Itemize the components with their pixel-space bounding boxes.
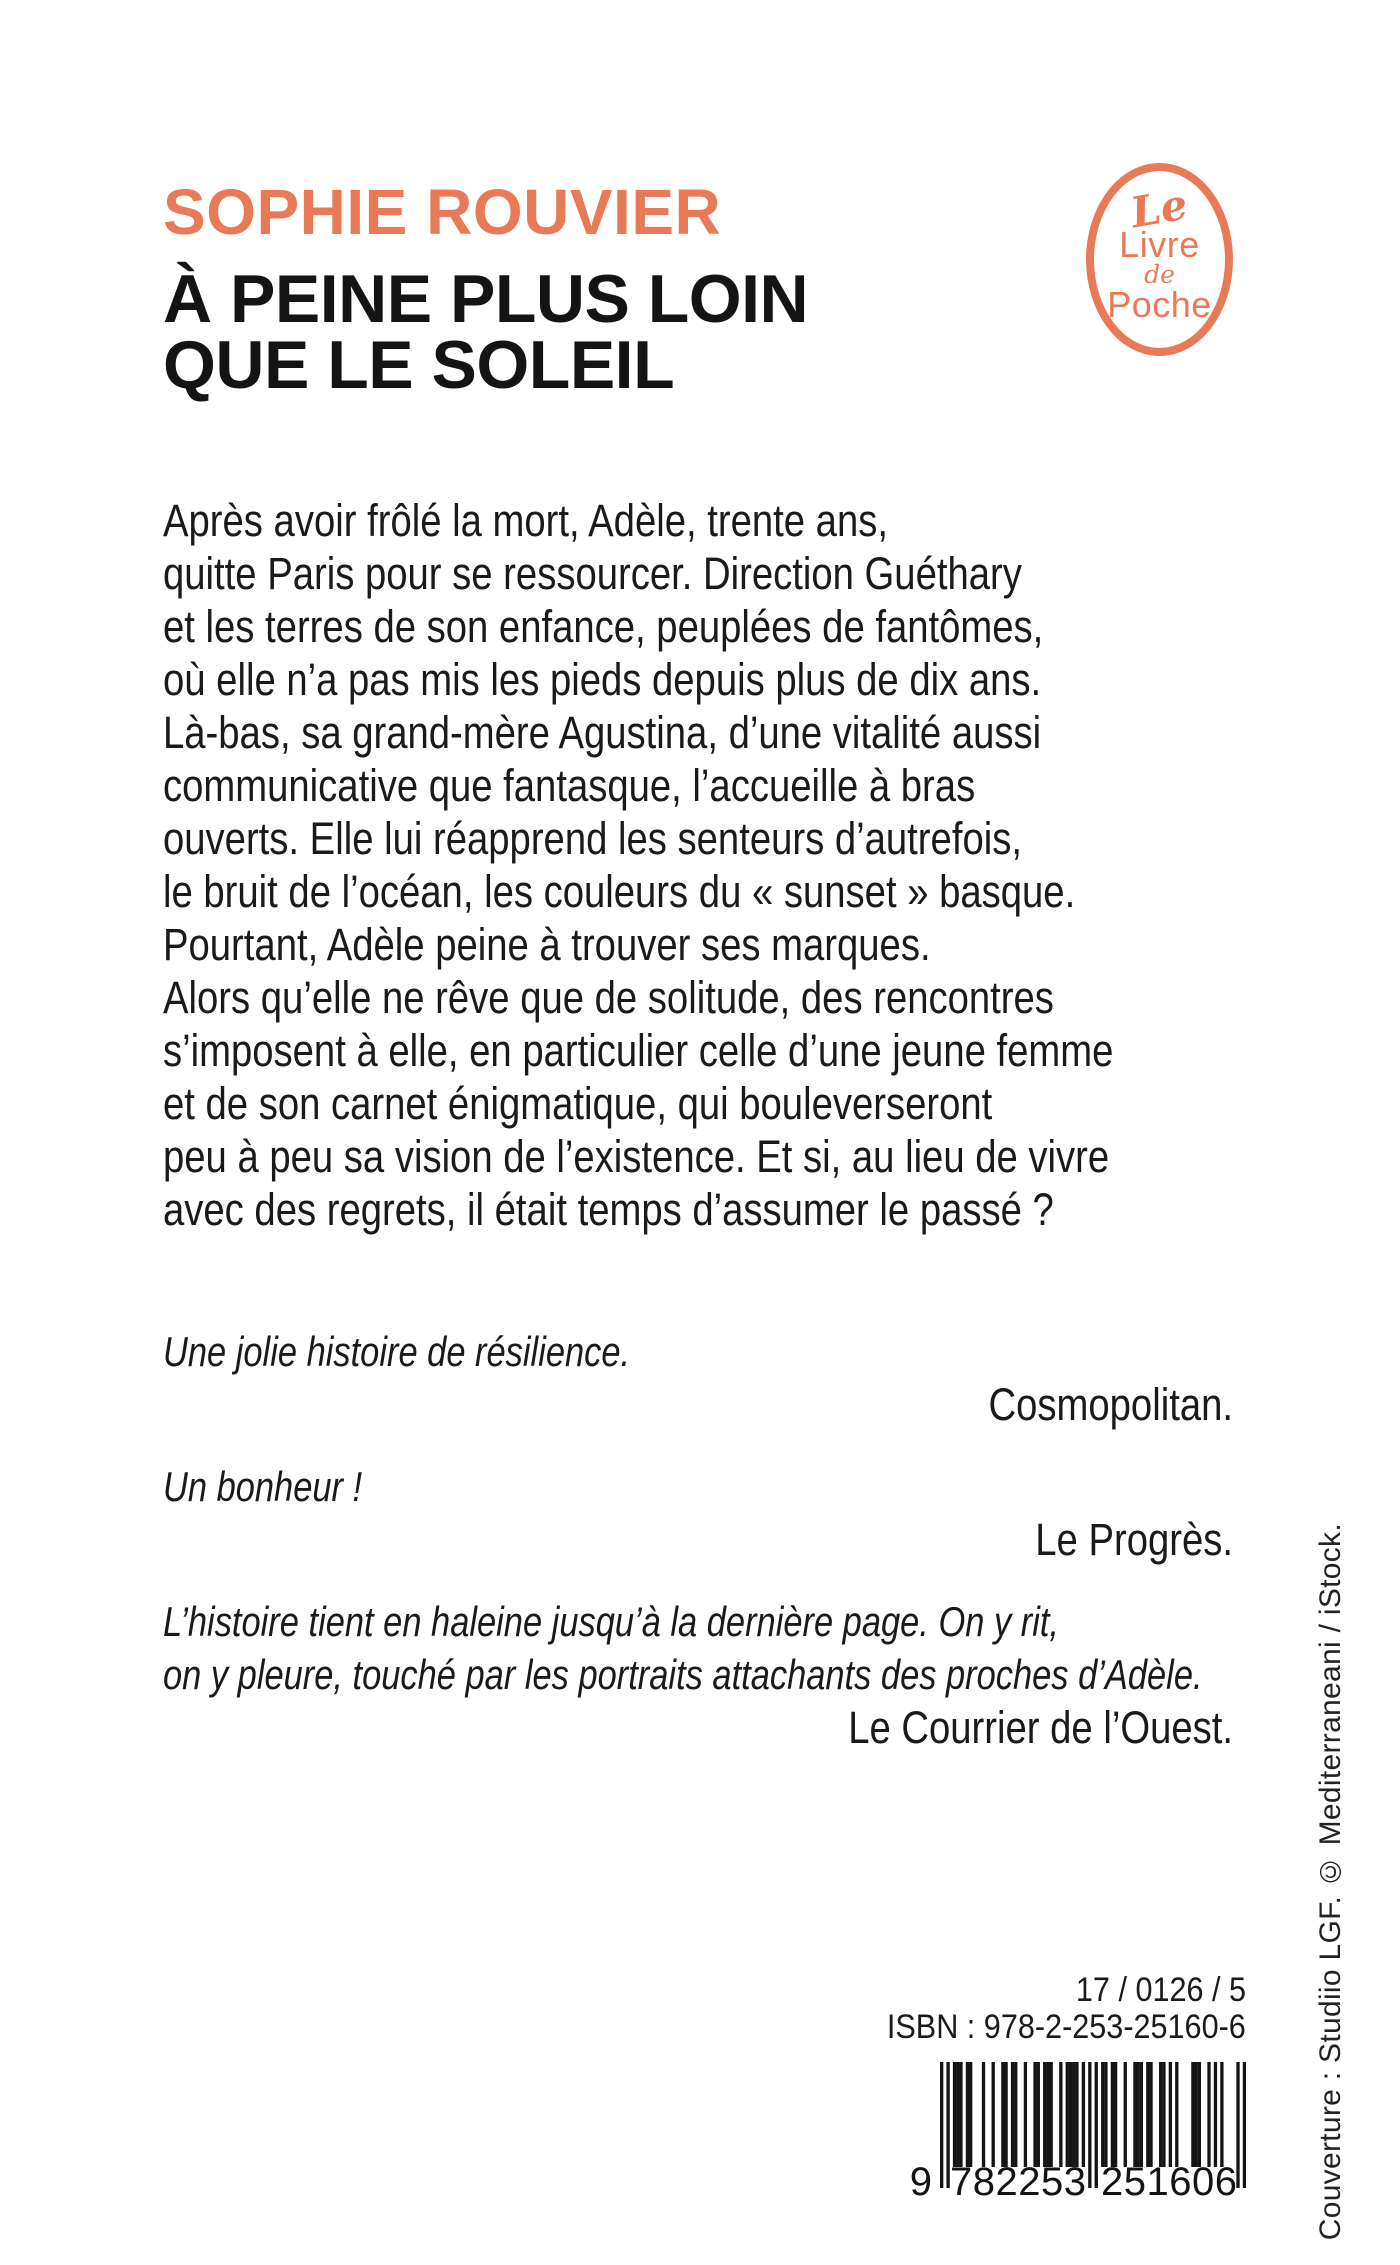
publisher-logo-poche: Poche xyxy=(1107,283,1212,325)
synopsis-line: et de son carnet énigmatique, qui bouleverseront xyxy=(163,1078,993,1129)
publisher-logo xyxy=(1086,163,1233,356)
book-title xyxy=(163,261,809,403)
press-quote xyxy=(163,1460,1233,1566)
quote-text-line: L’histoire tient en haleine jusqu’à la dernière page. On y rit, xyxy=(163,1598,1060,1645)
press-quote xyxy=(163,1595,1233,1754)
quote-source: Le Progrès. xyxy=(1035,1514,1233,1565)
synopsis-line: et les terres de son enfance, peuplées de fantômes, xyxy=(163,601,1044,652)
press-quotes xyxy=(163,1325,1233,1783)
book-title-line-1: À PEINE PLUS LOIN xyxy=(163,261,809,337)
cover-credit: Couverture : Studiio LGF. © Mediterraneani / iStock. xyxy=(1314,1522,1347,2240)
synopsis-line: Là-bas, sa grand-mère Agustina, d’une vitalité aussi xyxy=(163,707,1042,758)
publisher-logo-le: Le xyxy=(1127,178,1192,238)
barcode-digits-left-group: 782253 xyxy=(950,2160,1087,2204)
synopsis-line: avec des regrets, il était temps d’assumer le passé ? xyxy=(163,1184,1054,1235)
synopsis-line: s’imposent à elle, en particulier celle d’une jeune femme xyxy=(163,1025,1114,1076)
synopsis-line: ouverts. Elle lui réapprend les senteurs d’autrefois, xyxy=(163,813,1022,864)
synopsis-line: peu à peu sa vision de l’existence. Et si, au lieu de vivre xyxy=(163,1131,1110,1182)
synopsis xyxy=(163,494,1281,1236)
synopsis-line: Pourtant, Adèle peine à trouver ses marques. xyxy=(163,919,931,970)
synopsis-line: communicative que fantasque, l’accueille à bras xyxy=(163,760,976,811)
quote-source: Le Courrier de l’Ouest. xyxy=(848,1702,1233,1753)
barcode-digits-right-group: 251606 xyxy=(1101,2160,1238,2204)
synopsis-line: le bruit de l’océan, les couleurs du « sunset » basque. xyxy=(163,866,1076,917)
ean-barcode xyxy=(909,2062,1246,2207)
quote-text-line: Une jolie histoire de résilience. xyxy=(163,1328,631,1375)
barcode-digit-leading: 9 xyxy=(909,2160,932,2204)
press-quote xyxy=(163,1325,1233,1431)
synopsis-line: Après avoir frôlé la mort, Adèle, trente ans, xyxy=(163,495,888,546)
synopsis-line: Alors qu’elle ne rêve que de solitude, des rencontres xyxy=(163,972,1054,1023)
book-title-line-2: QUE LE SOLEIL xyxy=(163,327,675,403)
publisher-logo-livre: Livre xyxy=(1119,223,1200,265)
synopsis-line: quitte Paris pour se ressourcer. Direction Guéthary xyxy=(163,548,1022,599)
edition-code: 17 / 0126 / 5 xyxy=(1075,1971,1246,2009)
author-name: SOPHIE ROUVIER xyxy=(163,176,722,248)
synopsis-line: où elle n’a pas mis les pieds depuis plus de dix ans. xyxy=(163,654,1042,705)
isbn-number: ISBN : 978-2-253-25160-6 xyxy=(887,2008,1246,2046)
quote-text-line: Un bonheur ! xyxy=(163,1463,363,1510)
quote-source: Cosmopolitan. xyxy=(988,1379,1233,1430)
publisher-logo-de: de xyxy=(1144,259,1175,289)
quote-text-line: on y pleure, touché par les portraits attachants des proches d’Adèle. xyxy=(163,1651,1203,1698)
